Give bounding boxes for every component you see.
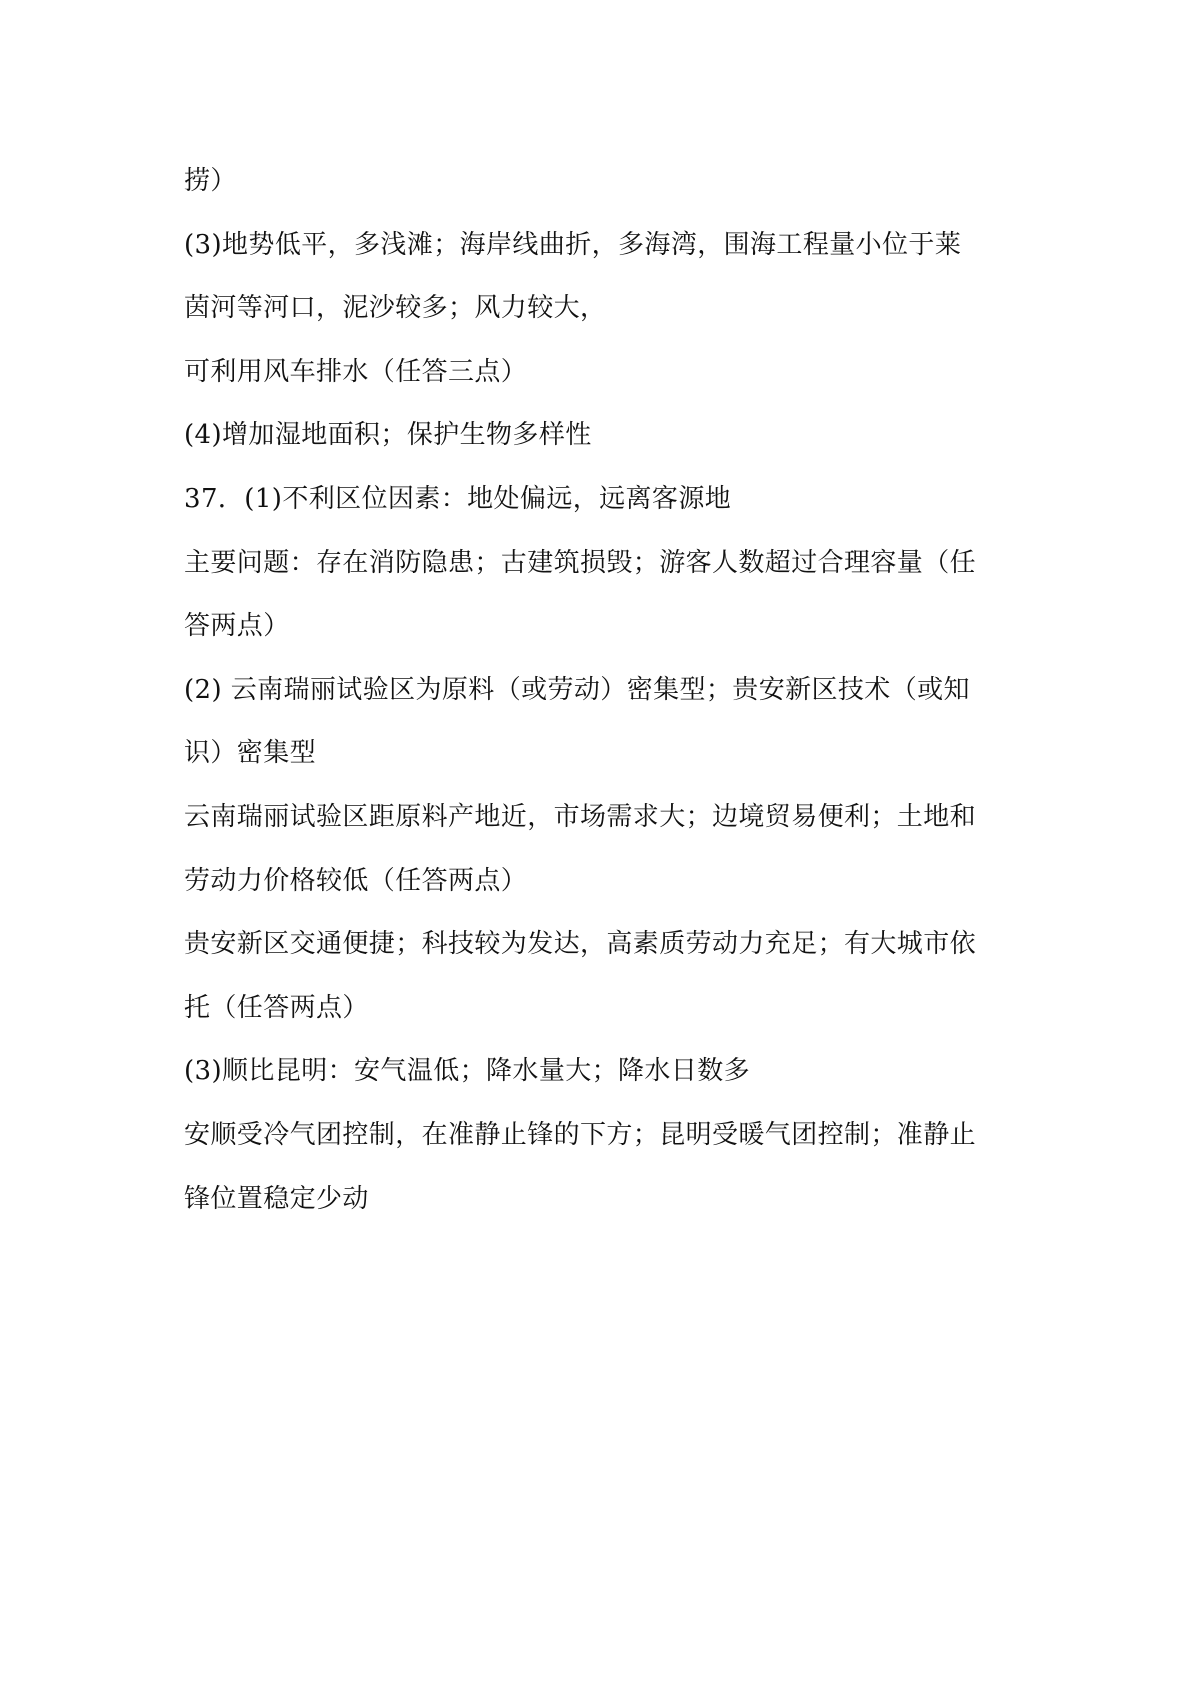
text-line: 安顺受冷气团控制，在准静止锋的下方；昆明受暖气团控制；准静止 xyxy=(184,1119,977,1150)
text-line: 捞） xyxy=(184,166,237,196)
text-line: 贵安新区交通便捷；科技较为发达，高素质劳动力充足；有大城市依 xyxy=(184,929,977,960)
text-line: 可利用风车排水（任答三点） xyxy=(184,356,528,387)
text-line: 答两点） xyxy=(184,611,290,642)
text-line: (3)顺比昆明：安气温低；降水量大；降水日数多 xyxy=(184,1056,751,1087)
text-line: 识）密集型 xyxy=(184,738,317,769)
text-line: 锋位置稳定少动 xyxy=(184,1183,369,1214)
text-line: (3)地势低平，多浅滩；海岸线曲折，多海湾，围海工程量小位于莱 xyxy=(184,229,962,260)
text-line: 托（任答两点） xyxy=(184,992,369,1023)
text-line: 37．(1)不利区位因素：地处偏远，远离客源地 xyxy=(184,483,732,514)
text-line: 劳动力价格较低（任答两点） xyxy=(184,865,528,896)
text-line: 主要问题：存在消防隐患；古建筑损毁；游客人数超过合理容量（任 xyxy=(184,547,977,578)
text-line: 茵河等河口，泥沙较多；风力较大， xyxy=(184,293,607,324)
text-line: (2) 云南瑞丽试验区为原料（或劳动）密集型；贵安新区技术（或知 xyxy=(184,674,970,705)
text-line: (4)增加湿地面积；保护生物多样性 xyxy=(184,420,592,451)
text-line: 云南瑞丽试验区距原料产地近，市场需求大；边境贸易便利；土地和 xyxy=(184,801,977,832)
answer-text-body xyxy=(184,150,1024,1231)
